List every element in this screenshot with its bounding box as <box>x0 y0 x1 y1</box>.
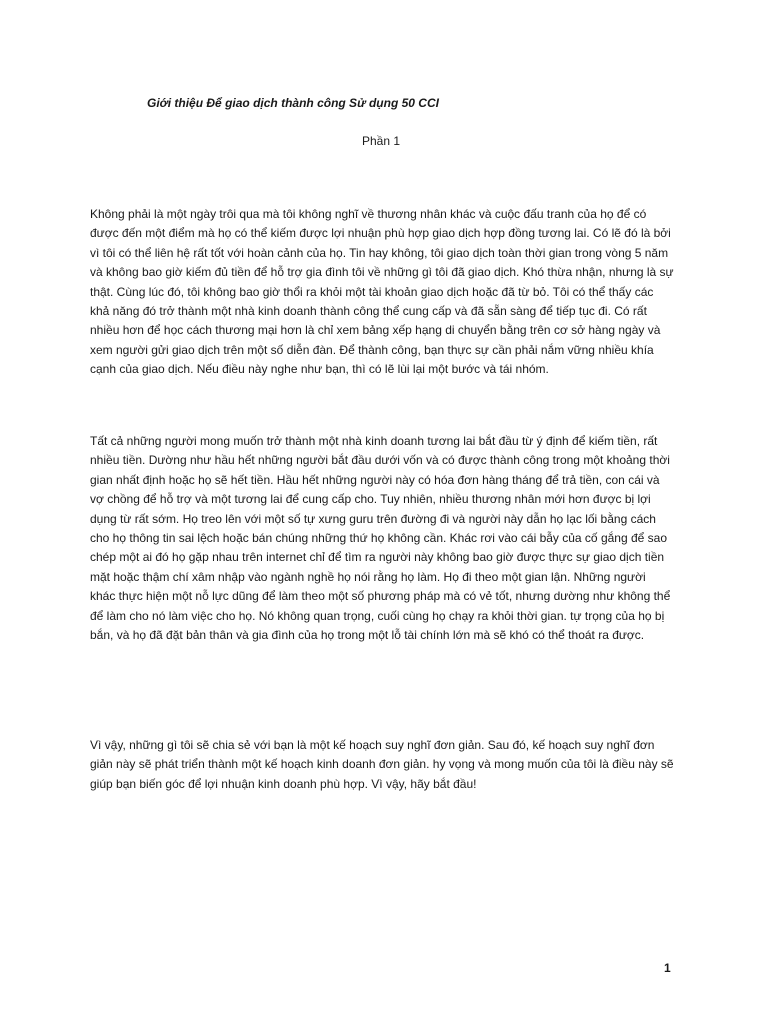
part-heading: Phần 1 <box>362 134 401 148</box>
document-title: Giới thiệu Để giao dịch thành công Sử dụng 50 CCI <box>147 96 439 110</box>
paragraph-3: Vì vậy, những gì tôi sẽ chia sẻ với bạn là một kế hoạch suy nghĩ đơn giản. Sau đó, kế hoạch suy nghĩ đơn giản này sẽ phát triển thành một kế hoạch kinh doanh đơn giản. hy vọng và mong muốn của tôi là điều này sẽ giúp bạn biến góc để lợi nhuận kinh doanh phù hợp. Vì vậy, hãy bắt đầu! <box>90 738 674 791</box>
paragraph-1: Không phải là một ngày trôi qua mà tôi không nghĩ về thương nhân khác và cuộc đấu tranh của họ để có được đến một điểm mà họ có thể kiếm được lợi nhuận phù hợp giao dịch hợp đồng tương lai. Có lẽ đó là bởi vì tôi có thể liên hệ rất tốt với hoàn cảnh của họ. Tin hay không, tôi giao dịch toàn thời gian trong vòng 5 năm và không bao giờ kiếm đủ tiền để hỗ trợ gia đình tôi về những gì tôi đã giao dịch. Khó thừa nhận, nhưng là sự thật. Cùng lúc đó, tôi không bao giờ thổi ra khỏi một tài khoản giao dịch hoặc đã từ bỏ. Tôi có thể thấy các khả năng đó trở thành một nhà kinh doanh thành công thể cung cấp và đã sẵn sàng để tiếp tục đi. Có rất nhiều hơn để học cách thương mại hơn là chỉ xem bảng xếp hạng di chuyển bằng trên cơ sở hàng ngày và xem người gửi giao dịch trên một số diễn đàn. Để thành công, bạn thực sự cần phải nắm vững nhiều khía cạnh của giao dịch. Nếu điều này nghe như bạn, thì có lẽ lùi lại một bước và tái nhóm. <box>90 207 674 377</box>
page-number: 1 <box>664 961 671 975</box>
paragraph-2: Tất cả những người mong muốn trở thành một nhà kinh doanh tương lai bắt đầu từ ý định để kiếm tiền, rất nhiều tiền. Dường như hầu hết những người bắt đầu dưới vốn và có được thành công trong một khoảng thời gian nhất định hoặc họ sẽ hết tiền. Hầu hết những người này có hóa đơn hàng tháng để trả tiền, con cái và vợ chồng để hỗ trợ và một tương lai để cung cấp cho. Tuy nhiên, nhiều thương nhân mới hơn được bị lợi dụng từ rất sớm. Họ treo lên với một số tự xưng guru trên đường đi và người này dẫn họ lạc lối bằng cách cho họ thông tin sai lệch hoặc bán chúng những thứ họ không cần. Khác rơi vào cái bẫy của cố gắng để sao chép một ai đó họ gặp nhau trên internet chỉ để tìm ra người này không bao giờ được thực sự giao dịch tiền mặt hoặc thậm chí xâm nhập vào ngành nghề họ nói rằng họ làm. Họ đi theo một gian lận. Những người khác thực hiện một nỗ lực dũng để làm theo một số phương pháp mà có vẻ tốt, nhưng dường như không thể để làm cho nó làm việc cho họ. Nó không quan trọng, cuối cùng họ chạy ra khỏi thời gian. tự trọng của họ bị bắn, và họ đã đặt bản thân và gia đình của họ trong một lỗ tài chính lớn mà sẽ khó có thể thoát ra được. <box>90 434 671 643</box>
